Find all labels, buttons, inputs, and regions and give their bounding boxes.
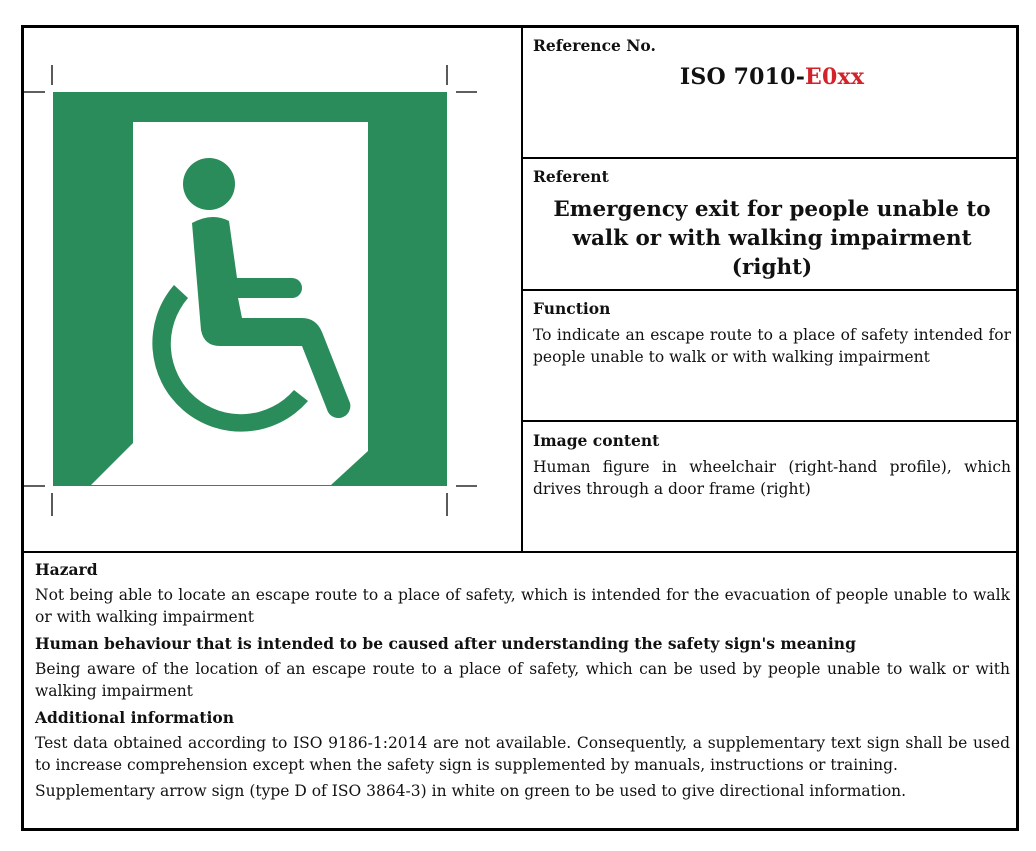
image-content-text: Human figure in wheelchair (right-hand profile), which drives through a door frame (right) <box>533 458 1011 498</box>
behaviour-label: Human behaviour that is intended to be caused after understanding the safety sign's meaning <box>35 634 856 653</box>
behaviour-text: Being aware of the location of an escape route to a place of safety, which can be used by people unable to walk or with walking impairment <box>35 660 1010 700</box>
referent-text: Emergency exit for people unable to walk or with walking impairment (right) <box>553 197 991 280</box>
horizontal-divider <box>24 551 1016 553</box>
referent-label: Referent <box>533 167 609 186</box>
function-text: To indicate an escape route to a place of safety intended for people unable to walk or with walking impairment <box>533 326 1011 366</box>
wheelchair-emergency-exit-right-icon <box>24 28 521 551</box>
reference-cell <box>533 36 1011 90</box>
image-content-label: Image content <box>533 431 660 450</box>
reference-code-prefix: ISO 7010- <box>679 64 806 90</box>
additional-info-block <box>35 708 1010 803</box>
sign-image-area <box>24 28 521 551</box>
function-cell <box>533 299 1011 368</box>
hazard-label: Hazard <box>35 560 98 579</box>
additional-info-text-1: Test data obtained according to ISO 9186-1:2014 are not available. Consequently, a supplementary text sign shall be used to increase comprehension except when the safety sign is supplemented by manuals, instructions or training. <box>35 734 1010 774</box>
reference-label: Reference No. <box>533 36 656 55</box>
hazard-block <box>35 560 1010 628</box>
additional-info-text-2: Supplementary arrow sign (type D of ISO 3864-3) in white on green to be used to give directional information. <box>35 782 907 800</box>
cell-divider <box>523 289 1016 291</box>
function-label: Function <box>533 299 611 318</box>
behaviour-block <box>35 634 1010 702</box>
reference-number <box>533 64 1011 90</box>
details-section <box>35 560 1010 809</box>
image-content-cell <box>533 431 1011 500</box>
additional-info-label: Additional information <box>35 708 235 727</box>
referent-cell <box>533 167 1011 282</box>
hazard-text: Not being able to locate an escape route to a place of safety, which is intended for the evacuation of people unable to walk or with walking impairment <box>35 586 1010 626</box>
safety-sign-sheet <box>21 25 1019 831</box>
cell-divider <box>523 420 1016 422</box>
cell-divider <box>523 157 1016 159</box>
reference-code-suffix: E0xx <box>805 64 865 90</box>
